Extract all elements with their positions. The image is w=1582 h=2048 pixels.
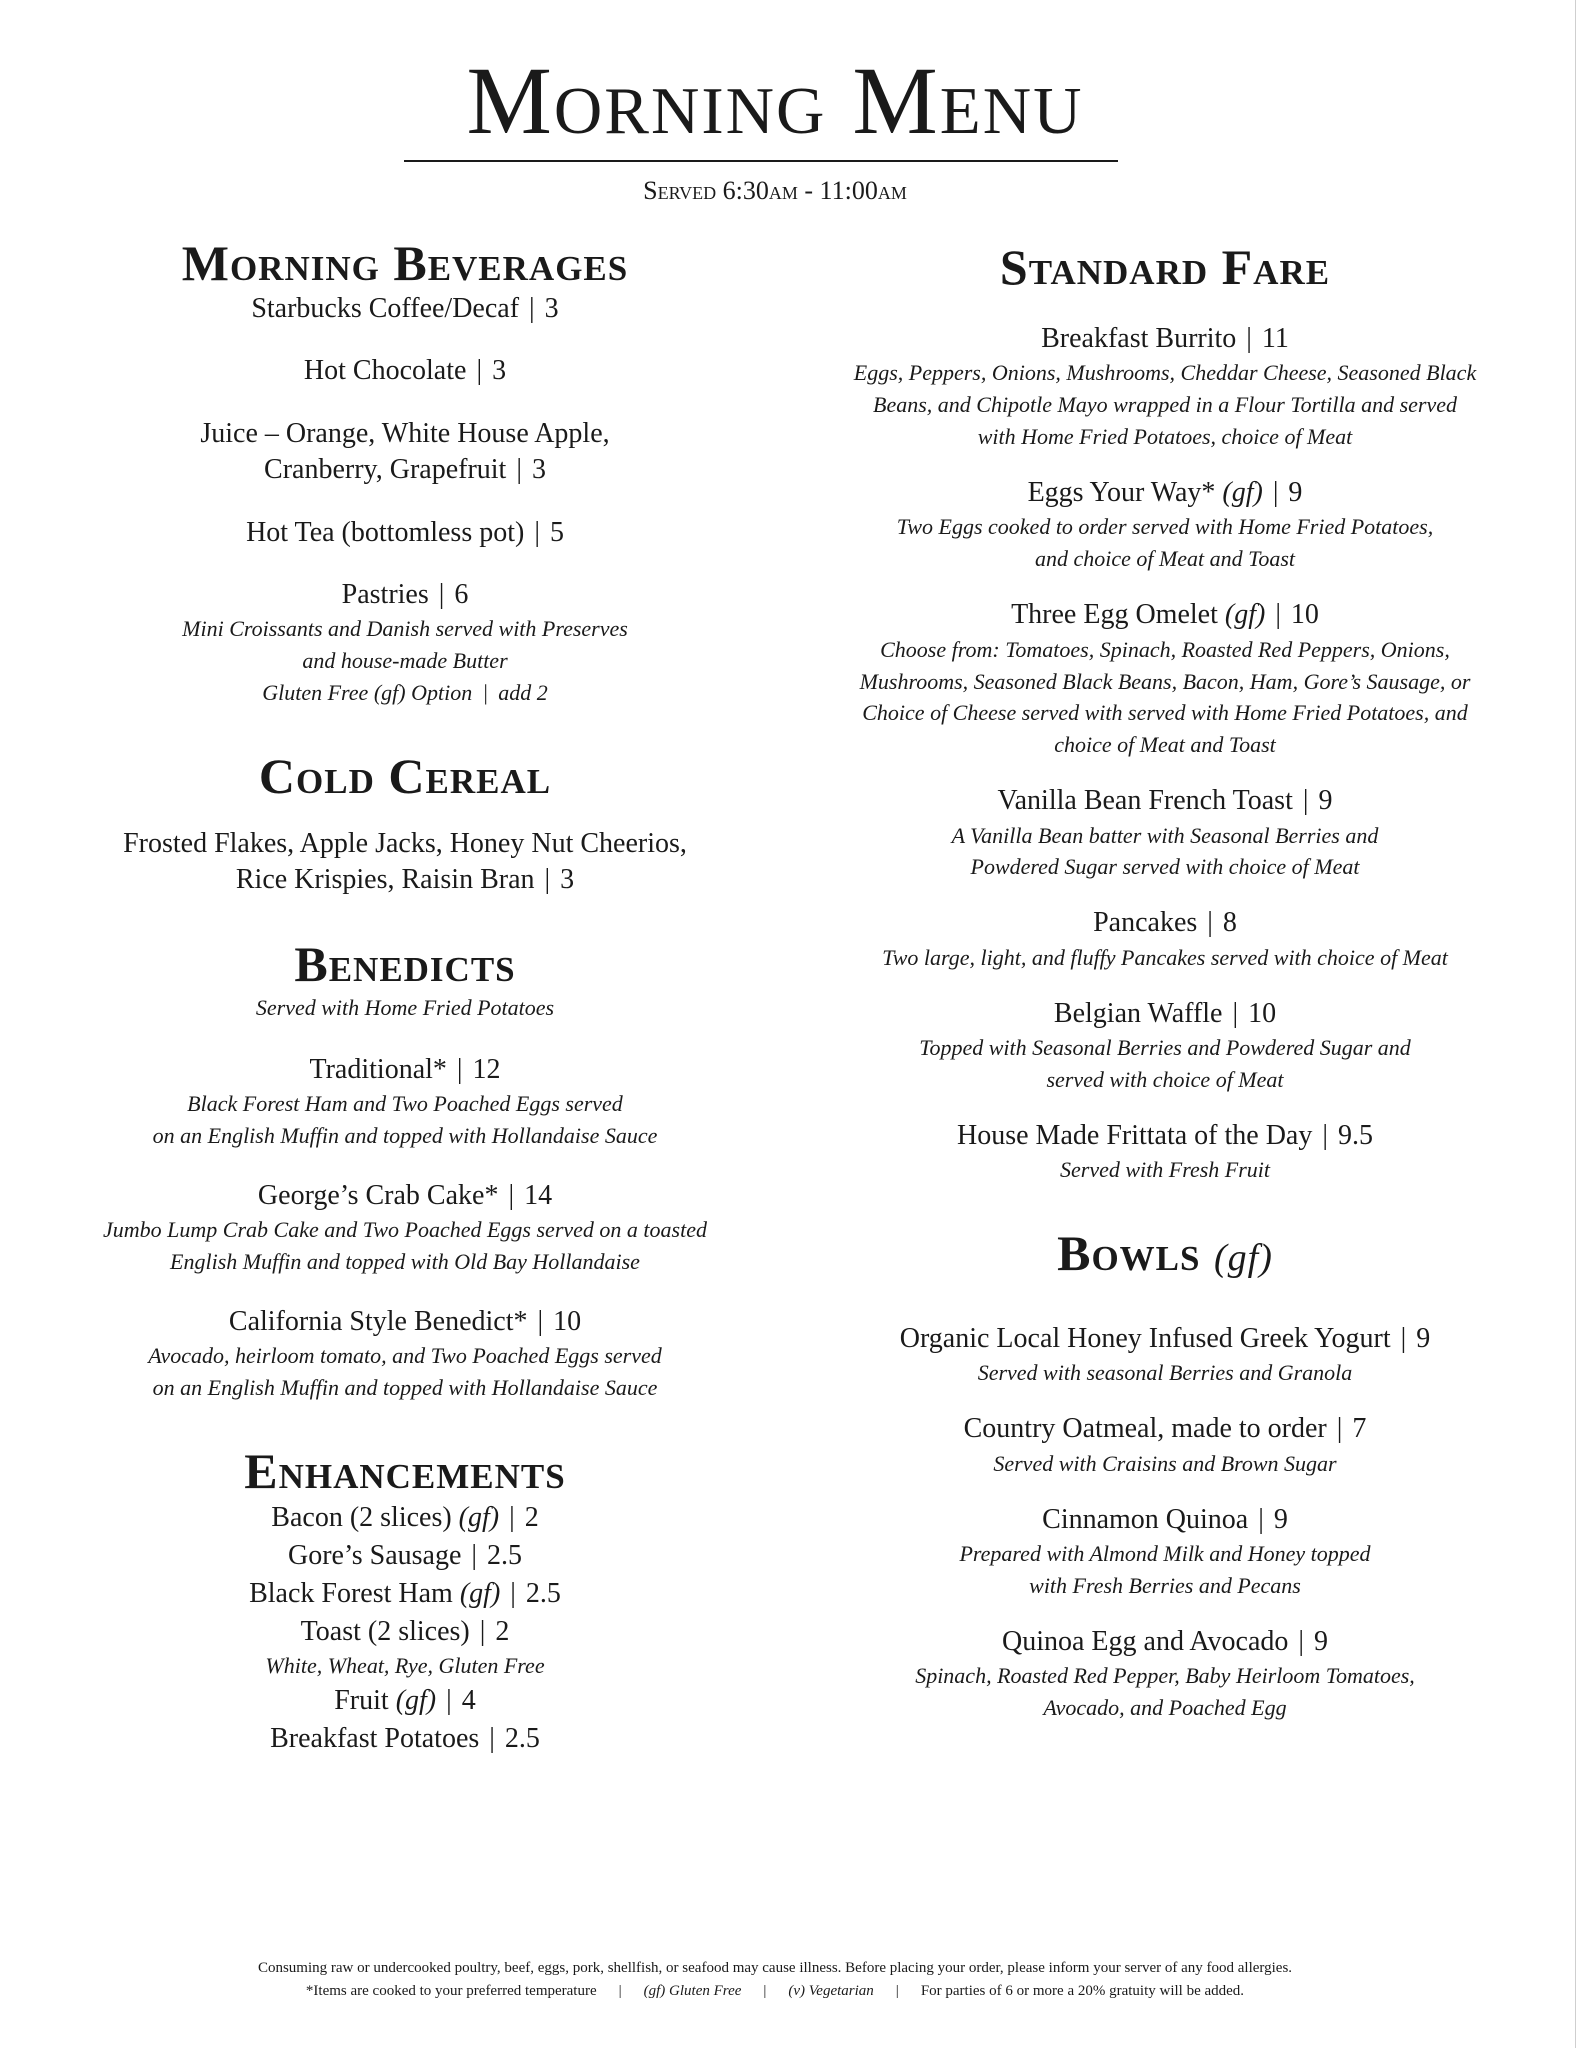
menu-item-bacon: [70, 1499, 740, 1537]
item-description: with Fresh Berries and Pecans: [1029, 1572, 1301, 1598]
item-description: Avocado, heirloom tomato, and Two Poached Eggs served: [148, 1343, 662, 1369]
menu-item-california-benedict: [70, 1304, 740, 1404]
gluten-free-tag: (gf): [459, 1577, 501, 1609]
item-name: Three Egg Omelet: [1011, 599, 1218, 631]
gluten-free-legend: (gf) Gluten Free: [643, 1983, 742, 2000]
item-name: Eggs Your Way*: [1027, 477, 1216, 509]
price-separator: |: [509, 1502, 515, 1534]
price-separator: |: [1258, 1503, 1264, 1535]
item-name: Vanilla Bean French Toast: [997, 785, 1293, 817]
item-name: Cinnamon Quinoa: [1042, 1503, 1249, 1535]
item-name: House Made Frittata of the Day: [957, 1119, 1313, 1151]
price-separator: |: [446, 1685, 452, 1717]
item-price: 5: [549, 516, 564, 548]
price-separator: |: [476, 355, 483, 387]
item-name: Pastries: [341, 578, 429, 610]
price-separator: |: [1207, 907, 1213, 939]
item-price: 3: [492, 355, 507, 387]
item-price: 9: [1288, 477, 1303, 509]
section-subtitle: Served with Home Fried Potatoes: [255, 994, 555, 1020]
enhancements-list: [70, 1499, 740, 1758]
menu-item-pastries: [70, 577, 740, 709]
price-separator: |: [456, 1053, 463, 1085]
item-price: 9: [1273, 1503, 1288, 1535]
price-separator: |: [482, 680, 489, 706]
item-name: Gore’s Sausage: [287, 1540, 462, 1571]
item-name: Bacon (2 slices): [271, 1502, 452, 1534]
price-separator: |: [510, 1577, 516, 1609]
item-name: Hot Chocolate: [303, 355, 467, 387]
item-price: 4: [461, 1685, 476, 1717]
gluten-free-tag: (gf): [1224, 599, 1266, 631]
item-name: Starbucks Coffee/Decaf: [251, 293, 520, 324]
cereal-list-line2: Rice Krispies, Raisin Bran | 3: [235, 864, 575, 896]
item-description: Two Eggs cooked to order served with Home Fried Potatoes,: [896, 514, 1434, 540]
item-name-line2: [70, 452, 740, 488]
menu-item: [800, 1321, 1530, 1389]
left-column: [70, 236, 740, 1758]
item-price: 8: [1222, 907, 1237, 939]
gluten-free-tag: (gf): [1214, 1237, 1273, 1280]
menu-item: [800, 321, 1530, 453]
menu-item-potatoes: [70, 1720, 740, 1758]
item-name: Toast (2 slices): [300, 1615, 470, 1647]
price-separator: |: [438, 578, 445, 610]
footer-legend: [0, 1980, 1550, 2003]
item-description: Spinach, Roasted Red Pepper, Baby Heirloom Tomatoes,: [915, 1663, 1415, 1689]
item-description: Choice of Cheese served with served with Home Fried Potatoes, and: [862, 700, 1468, 726]
menu-item: [800, 1118, 1530, 1186]
item-description: on an English Muffin and topped with Hollandaise Sauce: [152, 1122, 658, 1148]
footer-separator: |: [763, 1983, 767, 2000]
item-price: 2.5: [487, 1540, 522, 1571]
menu-item: [800, 1411, 1530, 1479]
item-description: and choice of Meat and Toast: [1034, 546, 1296, 572]
price-separator: |: [1232, 997, 1239, 1029]
item-description: White, Wheat, Rye, Gluten Free: [265, 1653, 545, 1679]
item-description: Prepared with Almond Milk and Honey topped: [959, 1541, 1371, 1567]
item-name: Breakfast Burrito: [1041, 323, 1237, 354]
menu-title: Morning Menu: [466, 47, 1084, 154]
item-description: Avocado, and Poached Egg: [1043, 1695, 1287, 1721]
item-price: 9.5: [1337, 1119, 1373, 1151]
item-description: Mini Croissants and Danish served with Preserves: [182, 616, 628, 642]
item-price: 2.5: [504, 1723, 540, 1755]
item-price: 10: [553, 1306, 582, 1338]
footer-separator: |: [895, 1983, 899, 2000]
scan-edge-line: [1575, 0, 1576, 2048]
served-hours: Served 6:30am - 11:00am: [643, 176, 907, 205]
item-name: Pancakes: [1093, 907, 1198, 939]
footer-disclaimer: [0, 1957, 1550, 2004]
section-title-benedicts: Benedicts: [294, 935, 516, 992]
item-price: 3: [560, 864, 575, 896]
menu-item: [800, 783, 1530, 883]
item-description: served with choice of Meat: [1046, 1066, 1284, 1092]
price-separator: |: [529, 293, 535, 324]
item-price: 9: [1314, 1625, 1329, 1657]
price-separator: |: [471, 1540, 477, 1571]
item-description: Served with seasonal Berries and Granola: [977, 1360, 1353, 1386]
price-separator: |: [1400, 1323, 1407, 1355]
item-description: and house-made Butter: [302, 648, 508, 674]
item-description: Mushrooms, Seasoned Black Beans, Bacon, Ham, Gore’s Sausage, or: [859, 668, 1471, 694]
item-name: Organic Local Honey Infused Greek Yogurt: [899, 1323, 1391, 1355]
item-description: Eggs, Peppers, Onions, Mushrooms, Cheddar Cheese, Seasoned Black: [853, 360, 1477, 386]
section-title-beverages: Morning Beverages: [181, 235, 629, 291]
title-divider: [404, 160, 1118, 162]
item-description: on an English Muffin and topped with Hollandaise Sauce: [152, 1375, 658, 1401]
item-description: choice of Meat and Toast: [1054, 732, 1276, 758]
menu-item-hot-chocolate: [70, 353, 740, 389]
menu-item: [800, 597, 1530, 761]
item-description: Powdered Sugar served with choice of Meat: [970, 854, 1360, 880]
menu-item-juice: [70, 416, 740, 489]
price-separator: |: [508, 1179, 515, 1211]
cereal-list-line1: Frosted Flakes, Apple Jacks, Honey Nut Cheerios,: [123, 828, 687, 860]
price-separator: |: [516, 454, 522, 486]
item-name: Hot Tea (bottomless pot): [246, 516, 525, 548]
item-name: Quinoa Egg and Avocado: [1001, 1625, 1289, 1657]
item-name-line1: Juice – Orange, White House Apple,: [200, 417, 610, 449]
gluten-free-tag: (gf): [1222, 477, 1263, 509]
item-price: 14: [524, 1179, 553, 1211]
footer-separator: |: [618, 1983, 622, 2000]
price-separator: |: [1336, 1413, 1343, 1445]
item-description: English Muffin and topped with Old Bay Hollandaise: [170, 1249, 640, 1275]
item-price: 2: [524, 1502, 539, 1534]
price-separator: |: [479, 1615, 486, 1647]
bowls-list: [800, 1321, 1530, 1724]
item-name: Belgian Waffle: [1053, 997, 1223, 1029]
price-separator: |: [1322, 1119, 1328, 1151]
item-price: 10: [1248, 997, 1277, 1029]
item-name: Breakfast Potatoes: [270, 1723, 480, 1755]
item-name: Country Oatmeal, made to order: [963, 1413, 1327, 1445]
item-name: George’s Crab Cake*: [257, 1179, 499, 1211]
item-name: Fruit: [334, 1685, 389, 1717]
item-description: with Home Fried Potatoes, choice of Meat: [977, 424, 1353, 450]
item-description: Black Forest Ham and Two Poached Eggs served: [187, 1091, 623, 1117]
vegetarian-legend: (v) Vegetarian: [788, 1983, 874, 2000]
item-description: Served with Fresh Fruit: [1060, 1157, 1270, 1183]
item-name: Cranberry, Grapefruit: [264, 454, 507, 486]
item-price: 9: [1416, 1323, 1431, 1355]
price-separator: |: [534, 516, 540, 548]
item-price: 9: [1318, 785, 1333, 817]
item-name: Traditional*: [309, 1053, 447, 1085]
item-description: Served with Craisins and Brown Sugar: [993, 1450, 1337, 1476]
item-name: Black Forest Ham: [249, 1577, 453, 1609]
item-price: 10: [1290, 599, 1319, 631]
menu-item-crab-cake-benedict: [70, 1178, 740, 1278]
item-description: A Vanilla Bean batter with Seasonal Berries and: [951, 822, 1379, 848]
section-title-cereal: Cold Cereal: [258, 748, 552, 805]
menu-item: [800, 1502, 1530, 1602]
item-description: Topped with Seasonal Berries and Powdered Sugar and: [919, 1035, 1411, 1061]
price-separator: |: [544, 864, 551, 896]
item-description: Jumbo Lump Crab Cake and Two Poached Eggs served on a toasted: [103, 1217, 707, 1243]
item-price: 2: [495, 1615, 510, 1647]
menu-item-coffee: [70, 291, 740, 327]
price-separator: |: [1272, 477, 1279, 509]
price-separator: |: [489, 1723, 495, 1755]
gratuity-notice: For parties of 6 or more a 20% gratuity will be added.: [920, 1983, 1245, 2000]
menu-item-hot-tea: [70, 515, 740, 551]
item-price: 6: [454, 578, 469, 610]
gluten-free-tag: (gf): [458, 1502, 500, 1534]
menu-item: [800, 1624, 1530, 1724]
cooked-notice: *Items are cooked to your preferred temperature: [305, 1983, 597, 2000]
right-column: [800, 236, 1530, 1724]
price-separator: |: [1298, 1625, 1305, 1657]
menu-item-ham: [70, 1575, 740, 1613]
item-price: 2.5: [525, 1577, 561, 1609]
menu-item-traditional-benedict: [70, 1052, 740, 1152]
gluten-free-tag: (gf): [395, 1685, 437, 1717]
price-separator: |: [537, 1306, 544, 1338]
item-price: 7: [1352, 1413, 1367, 1445]
menu-item: [800, 475, 1530, 575]
item-description: Beans, and Chipotle Mayo wrapped in a Flour Tortilla and served: [873, 392, 1457, 418]
section-title-bowls: Bowls (gf): [1057, 1225, 1273, 1282]
menu-item-toast: [70, 1613, 740, 1651]
section-title-enhancements: Enhancements: [244, 1443, 566, 1500]
gluten-free-option: Gluten Free (gf) Option | add 2: [262, 680, 548, 706]
item-price: 3: [544, 293, 559, 324]
item-price: 12: [472, 1053, 501, 1085]
standard-fare-list: [800, 321, 1530, 1186]
item-description: Two large, light, and fluffy Pancakes served with choice of Meat: [882, 944, 1448, 970]
food-safety-notice: Consuming raw or undercooked poultry, beef, eggs, pork, shellfish, or seafood may cause illness. Before placing your order, please inform your server of any food allergies.: [257, 1960, 1293, 1976]
price-separator: |: [1275, 599, 1281, 631]
price-separator: |: [1302, 785, 1309, 817]
menu-item-sausage: [70, 1537, 740, 1575]
menu-item: [800, 905, 1530, 973]
menu-item-fruit: [70, 1682, 740, 1720]
section-title-standard-fare: Standard Fare: [999, 239, 1331, 295]
item-price: 11: [1261, 323, 1289, 354]
menu-item: [800, 996, 1530, 1096]
item-price: 3: [531, 454, 546, 486]
item-name: California Style Benedict*: [228, 1306, 528, 1338]
item-description: Choose from: Tomatoes, Spinach, Roasted Red Peppers, Onions,: [880, 636, 1450, 662]
price-separator: |: [1246, 323, 1252, 354]
